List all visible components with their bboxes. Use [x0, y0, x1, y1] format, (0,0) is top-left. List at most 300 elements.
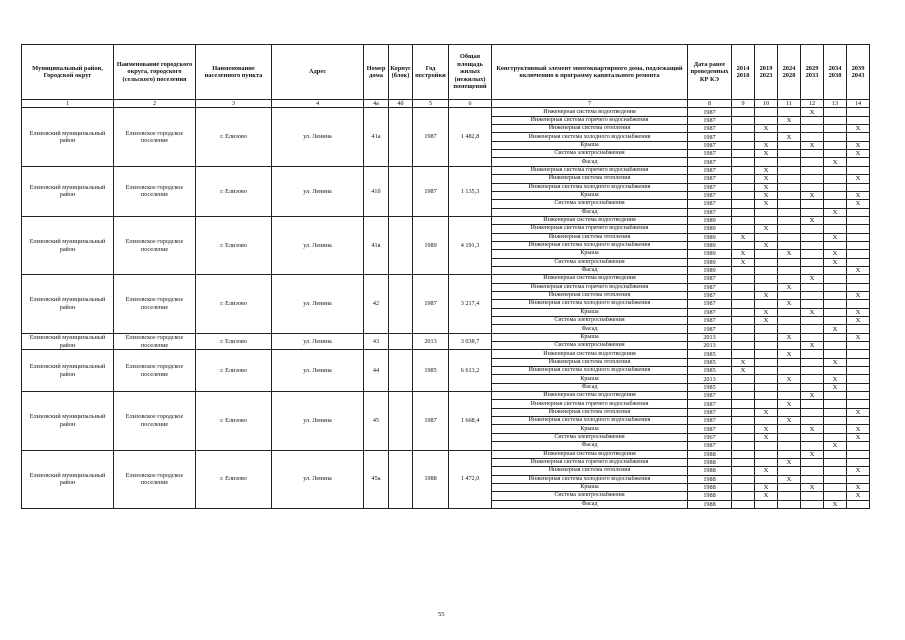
period-mark-cell: X	[847, 150, 870, 158]
period-mark-cell	[824, 200, 847, 208]
period-mark-cell: X	[755, 225, 778, 233]
period-mark-cell	[824, 400, 847, 408]
table-row	[22, 392, 870, 400]
period-mark-cell: X	[755, 433, 778, 441]
block-cell	[389, 392, 413, 450]
previous-repair-date-cell: 1985	[688, 383, 732, 391]
header-area: Общая площадь жилых (нежилых) помещений	[449, 45, 492, 100]
period-mark-cell	[824, 483, 847, 491]
previous-repair-date-cell: 1988	[688, 492, 732, 500]
block-cell	[389, 333, 413, 350]
capital-repair-table	[21, 44, 870, 509]
settlement-cell: Елизовское городское поселение	[114, 392, 196, 450]
period-mark-cell	[847, 116, 870, 124]
period-mark-cell	[732, 266, 755, 274]
period-mark-cell	[824, 433, 847, 441]
period-mark-cell	[732, 216, 755, 224]
period-mark-cell	[732, 208, 755, 216]
period-mark-cell	[778, 275, 801, 283]
period-mark-cell: X	[778, 475, 801, 483]
settlement-cell: Елизовское городское поселение	[114, 166, 196, 216]
period-mark-cell	[732, 350, 755, 358]
period-mark-cell	[824, 492, 847, 500]
period-mark-cell: X	[755, 425, 778, 433]
period-mark-cell	[847, 283, 870, 291]
build-year-cell: 1987	[413, 275, 449, 333]
period-mark-cell	[755, 116, 778, 124]
period-mark-cell	[824, 141, 847, 149]
period-mark-cell	[847, 392, 870, 400]
period-mark-cell	[778, 291, 801, 299]
period-mark-cell	[755, 158, 778, 166]
period-mark-cell	[824, 275, 847, 283]
period-mark-cell	[801, 175, 824, 183]
structural-element-cell: Фасад	[492, 325, 688, 333]
table-body	[22, 108, 870, 509]
structural-element-cell: Инженерная система водоотведения	[492, 216, 688, 224]
district-cell: Елизовский муниципальный район	[22, 333, 114, 350]
structural-element-cell: Инженерная система горячего водоснабжения	[492, 166, 688, 174]
period-mark-cell: X	[824, 383, 847, 391]
column-number: 13	[824, 100, 847, 108]
structural-element-cell: Система электроснабжения	[492, 200, 688, 208]
period-mark-cell: X	[847, 308, 870, 316]
period-mark-cell	[732, 108, 755, 116]
period-mark-cell	[847, 225, 870, 233]
table-row	[22, 108, 870, 116]
period-mark-cell	[847, 417, 870, 425]
period-mark-cell: X	[801, 425, 824, 433]
settlement-cell: Елизовское городское поселение	[114, 216, 196, 274]
table-row	[22, 275, 870, 283]
house-number-cell: 41б	[364, 166, 389, 216]
period-mark-cell	[778, 183, 801, 191]
area-cell: 3 217,4	[449, 275, 492, 333]
period-mark-cell	[732, 458, 755, 466]
period-mark-cell	[732, 150, 755, 158]
previous-repair-date-cell: 1987	[688, 191, 732, 199]
period-mark-cell	[732, 333, 755, 341]
period-mark-cell	[778, 433, 801, 441]
period-mark-cell	[778, 408, 801, 416]
structural-element-cell: Инженерная система холодного водоснабжения	[492, 475, 688, 483]
structural-element-cell: Фасад	[492, 158, 688, 166]
period-mark-cell	[755, 442, 778, 450]
period-mark-cell: X	[824, 500, 847, 508]
period-mark-cell	[732, 492, 755, 500]
period-mark-cell	[755, 208, 778, 216]
period-mark-cell	[755, 450, 778, 458]
period-mark-cell	[801, 475, 824, 483]
period-mark-cell	[824, 216, 847, 224]
period-mark-cell	[732, 400, 755, 408]
area-cell: 1 482,8	[449, 108, 492, 166]
period-mark-cell: X	[847, 175, 870, 183]
period-mark-cell	[755, 350, 778, 358]
previous-repair-date-cell: 1987	[688, 125, 732, 133]
period-mark-cell	[824, 191, 847, 199]
period-mark-cell	[732, 483, 755, 491]
period-mark-cell	[801, 266, 824, 274]
period-mark-cell	[778, 383, 801, 391]
period-mark-cell	[801, 250, 824, 258]
period-mark-cell	[778, 308, 801, 316]
house-number-cell: 41а	[364, 108, 389, 166]
period-mark-cell	[778, 367, 801, 375]
period-mark-cell	[847, 216, 870, 224]
period-mark-cell: X	[847, 317, 870, 325]
structural-element-cell: Инженерная система горячего водоснабжения	[492, 116, 688, 124]
period-mark-cell	[824, 125, 847, 133]
header-previous-repair-date: Дата ранее проведенных КР КЭ	[688, 45, 732, 100]
period-mark-cell	[801, 383, 824, 391]
period-mark-cell	[847, 400, 870, 408]
street-cell: ул. Ленина	[272, 108, 364, 166]
structural-element-cell: Инженерная система отопления	[492, 175, 688, 183]
block-cell	[389, 275, 413, 333]
period-mark-cell	[824, 458, 847, 466]
period-mark-cell	[847, 475, 870, 483]
period-mark-cell	[755, 458, 778, 466]
block-cell	[389, 108, 413, 166]
header-district: Муниципальный район, Городской округ	[22, 45, 114, 100]
header-house-number: Номер дома	[364, 45, 389, 100]
structural-element-cell: Инженерная система отопления	[492, 125, 688, 133]
header-period-2029-2033: 2029 2033	[801, 45, 824, 100]
previous-repair-date-cell: 1985	[688, 350, 732, 358]
block-cell	[389, 450, 413, 508]
period-mark-cell	[778, 108, 801, 116]
period-mark-cell: X	[801, 450, 824, 458]
period-mark-cell: X	[801, 308, 824, 316]
column-number: 11	[778, 100, 801, 108]
period-mark-cell	[755, 258, 778, 266]
period-mark-cell	[755, 250, 778, 258]
period-mark-cell: X	[755, 200, 778, 208]
period-mark-cell: X	[847, 483, 870, 491]
period-mark-cell	[847, 250, 870, 258]
period-mark-cell: X	[847, 467, 870, 475]
previous-repair-date-cell: 1988	[688, 458, 732, 466]
house-number-cell: 44	[364, 350, 389, 392]
period-mark-cell	[755, 108, 778, 116]
header-period-2024-2028: 2024 2028	[778, 45, 801, 100]
period-mark-cell: X	[732, 367, 755, 375]
period-mark-cell: X	[801, 141, 824, 149]
period-mark-cell: X	[755, 150, 778, 158]
previous-repair-date-cell: 1987	[688, 392, 732, 400]
area-cell: 3 038,7	[449, 333, 492, 350]
period-mark-cell	[801, 166, 824, 174]
period-mark-cell	[801, 433, 824, 441]
period-mark-cell: X	[778, 133, 801, 141]
period-mark-cell: X	[847, 191, 870, 199]
period-mark-cell	[732, 500, 755, 508]
period-mark-cell: X	[824, 250, 847, 258]
period-mark-cell: X	[732, 258, 755, 266]
period-mark-cell	[732, 383, 755, 391]
previous-repair-date-cell: 1988	[688, 500, 732, 508]
period-mark-cell	[732, 183, 755, 191]
period-mark-cell: X	[778, 300, 801, 308]
locality-cell: г. Елизово	[196, 333, 272, 350]
period-mark-cell: X	[824, 233, 847, 241]
period-mark-cell	[847, 300, 870, 308]
period-mark-cell	[847, 450, 870, 458]
block-cell	[389, 350, 413, 392]
previous-repair-date-cell: 1988	[688, 483, 732, 491]
period-mark-cell	[732, 417, 755, 425]
structural-element-cell: Система электроснабжения	[492, 433, 688, 441]
period-mark-cell	[801, 241, 824, 249]
period-mark-cell: X	[755, 191, 778, 199]
period-mark-cell: X	[732, 358, 755, 366]
street-cell: ул. Ленина	[272, 350, 364, 392]
period-mark-cell: X	[847, 433, 870, 441]
district-cell: Елизовский муниципальный район	[22, 350, 114, 392]
structural-element-cell: Инженерная система холодного водоснабжения	[492, 300, 688, 308]
period-mark-cell	[847, 383, 870, 391]
area-cell: 1 472,0	[449, 450, 492, 508]
column-number: 5	[413, 100, 449, 108]
period-mark-cell	[801, 358, 824, 366]
period-mark-cell	[732, 291, 755, 299]
structural-element-cell: Крыша	[492, 250, 688, 258]
header-locality: Наименование населенного пункта	[196, 45, 272, 100]
period-mark-cell	[801, 367, 824, 375]
period-mark-cell	[847, 275, 870, 283]
previous-repair-date-cell: 1988	[688, 450, 732, 458]
period-mark-cell	[824, 425, 847, 433]
column-number: 7	[492, 100, 688, 108]
period-mark-cell	[824, 291, 847, 299]
column-number: 4	[272, 100, 364, 108]
period-mark-cell	[801, 125, 824, 133]
previous-repair-date-cell: 1985	[688, 358, 732, 366]
previous-repair-date-cell: 1987	[688, 150, 732, 158]
period-mark-cell	[732, 241, 755, 249]
period-mark-cell	[847, 208, 870, 216]
period-mark-cell	[778, 492, 801, 500]
previous-repair-date-cell: 1987	[688, 408, 732, 416]
build-year-cell: 1987	[413, 392, 449, 450]
column-number: 6	[449, 100, 492, 108]
period-mark-cell	[824, 166, 847, 174]
previous-repair-date-cell: 1987	[688, 108, 732, 116]
period-mark-cell	[824, 225, 847, 233]
period-mark-cell	[801, 158, 824, 166]
district-cell: Елизовский муниципальный район	[22, 392, 114, 450]
settlement-cell: Елизовское городское поселение	[114, 333, 196, 350]
street-cell: ул. Ленина	[272, 333, 364, 350]
period-mark-cell	[801, 208, 824, 216]
previous-repair-date-cell: 1987	[688, 308, 732, 316]
previous-repair-date-cell: 1987	[688, 325, 732, 333]
period-mark-cell	[755, 342, 778, 350]
period-mark-cell: X	[801, 108, 824, 116]
house-number-cell: 43	[364, 333, 389, 350]
previous-repair-date-cell: 1989	[688, 258, 732, 266]
settlement-cell: Елизовское городское поселение	[114, 350, 196, 392]
period-mark-cell	[824, 367, 847, 375]
period-mark-cell	[732, 408, 755, 416]
period-mark-cell	[824, 333, 847, 341]
previous-repair-date-cell: 2013	[688, 375, 732, 383]
structural-element-cell: Фасад	[492, 383, 688, 391]
settlement-cell: Елизовское городское поселение	[114, 450, 196, 508]
previous-repair-date-cell: 1987	[688, 208, 732, 216]
period-mark-cell	[778, 158, 801, 166]
period-mark-cell	[778, 175, 801, 183]
period-mark-cell	[824, 450, 847, 458]
previous-repair-date-cell: 1989	[688, 233, 732, 241]
period-mark-cell	[847, 258, 870, 266]
period-mark-cell: X	[847, 425, 870, 433]
structural-element-cell: Инженерная система горячего водоснабжения	[492, 225, 688, 233]
period-mark-cell	[755, 375, 778, 383]
previous-repair-date-cell: 2013	[688, 342, 732, 350]
period-mark-cell	[732, 191, 755, 199]
period-mark-cell	[732, 375, 755, 383]
period-mark-cell	[778, 258, 801, 266]
structural-element-cell: Инженерная система водоотведения	[492, 450, 688, 458]
header-row	[22, 45, 870, 100]
period-mark-cell	[801, 150, 824, 158]
build-year-cell: 1987	[413, 108, 449, 166]
period-mark-cell	[755, 233, 778, 241]
structural-element-cell: Инженерная система отопления	[492, 233, 688, 241]
structural-element-cell: Фасад	[492, 500, 688, 508]
block-cell	[389, 216, 413, 274]
period-mark-cell	[778, 500, 801, 508]
period-mark-cell	[847, 233, 870, 241]
header-period-2039-2043: 2039 2043	[847, 45, 870, 100]
period-mark-cell	[824, 116, 847, 124]
period-mark-cell	[824, 283, 847, 291]
column-number: 14	[847, 100, 870, 108]
period-mark-cell	[824, 133, 847, 141]
column-number: 1	[22, 100, 114, 108]
period-mark-cell	[778, 166, 801, 174]
period-mark-cell: X	[755, 467, 778, 475]
structural-element-cell: Инженерная система водоотведения	[492, 275, 688, 283]
period-mark-cell	[801, 492, 824, 500]
period-mark-cell	[824, 266, 847, 274]
structural-element-cell: Инженерная система отопления	[492, 291, 688, 299]
district-cell: Елизовский муниципальный район	[22, 450, 114, 508]
previous-repair-date-cell: 1987	[688, 116, 732, 124]
column-number: 4б	[389, 100, 413, 108]
period-mark-cell	[847, 133, 870, 141]
period-mark-cell	[847, 166, 870, 174]
previous-repair-date-cell: 1985	[688, 367, 732, 375]
table-row	[22, 333, 870, 341]
period-mark-cell	[801, 500, 824, 508]
program-table-sheet	[21, 44, 870, 509]
period-mark-cell: X	[778, 333, 801, 341]
structural-element-cell: Инженерная система водоотведения	[492, 392, 688, 400]
structural-element-cell: Инженерная система холодного водоснабжения	[492, 367, 688, 375]
structural-element-cell: Инженерная система холодного водоснабжения	[492, 183, 688, 191]
period-mark-cell	[778, 225, 801, 233]
period-mark-cell: X	[732, 233, 755, 241]
table-row	[22, 450, 870, 458]
structural-element-cell: Система электроснабжения	[492, 258, 688, 266]
period-mark-cell	[847, 325, 870, 333]
period-mark-cell	[732, 300, 755, 308]
period-mark-cell	[847, 108, 870, 116]
structural-element-cell: Крыша	[492, 191, 688, 199]
previous-repair-date-cell: 1987	[688, 175, 732, 183]
period-mark-cell	[847, 241, 870, 249]
period-mark-cell	[732, 317, 755, 325]
district-cell: Елизовский муниципальный район	[22, 108, 114, 166]
previous-repair-date-cell: 1987	[688, 183, 732, 191]
structural-element-cell: Инженерная система холодного водоснабжения	[492, 133, 688, 141]
structural-element-cell: Инженерная система отопления	[492, 358, 688, 366]
area-cell: 6 613,2	[449, 350, 492, 392]
house-number-cell: 42	[364, 275, 389, 333]
table-row	[22, 216, 870, 224]
period-mark-cell	[732, 275, 755, 283]
period-mark-cell: X	[801, 342, 824, 350]
structural-element-cell: Система электроснабжения	[492, 317, 688, 325]
previous-repair-date-cell: 1967	[688, 433, 732, 441]
period-mark-cell: X	[778, 417, 801, 425]
period-mark-cell: X	[778, 400, 801, 408]
period-mark-cell	[778, 425, 801, 433]
table-row	[22, 166, 870, 174]
period-mark-cell: X	[778, 116, 801, 124]
period-mark-cell: X	[801, 216, 824, 224]
period-mark-cell	[755, 325, 778, 333]
period-mark-cell	[847, 500, 870, 508]
period-mark-cell	[732, 392, 755, 400]
period-mark-cell	[824, 317, 847, 325]
period-mark-cell	[824, 175, 847, 183]
period-mark-cell: X	[801, 275, 824, 283]
period-mark-cell	[824, 417, 847, 425]
structural-element-cell: Фасад	[492, 266, 688, 274]
period-mark-cell	[732, 166, 755, 174]
period-mark-cell	[801, 350, 824, 358]
period-mark-cell	[778, 141, 801, 149]
period-mark-cell: X	[801, 483, 824, 491]
period-mark-cell: X	[824, 358, 847, 366]
period-mark-cell: X	[755, 408, 778, 416]
period-mark-cell	[778, 125, 801, 133]
period-mark-cell	[778, 317, 801, 325]
period-mark-cell	[778, 450, 801, 458]
previous-repair-date-cell: 1987	[688, 133, 732, 141]
locality-cell: г. Елизово	[196, 450, 272, 508]
period-mark-cell	[732, 342, 755, 350]
locality-cell: г. Елизово	[196, 275, 272, 333]
column-number: 3	[196, 100, 272, 108]
previous-repair-date-cell: 1988	[688, 475, 732, 483]
period-mark-cell	[755, 333, 778, 341]
period-mark-cell	[732, 475, 755, 483]
street-cell: ул. Ленина	[272, 166, 364, 216]
column-number: 10	[755, 100, 778, 108]
period-mark-cell: X	[755, 125, 778, 133]
previous-repair-date-cell: 1987	[688, 158, 732, 166]
settlement-cell: Елизовское городское поселение	[114, 108, 196, 166]
street-cell: ул. Ленина	[272, 392, 364, 450]
period-mark-cell	[801, 133, 824, 141]
structural-element-cell: Система электроснабжения	[492, 150, 688, 158]
build-year-cell: 1989	[413, 216, 449, 274]
